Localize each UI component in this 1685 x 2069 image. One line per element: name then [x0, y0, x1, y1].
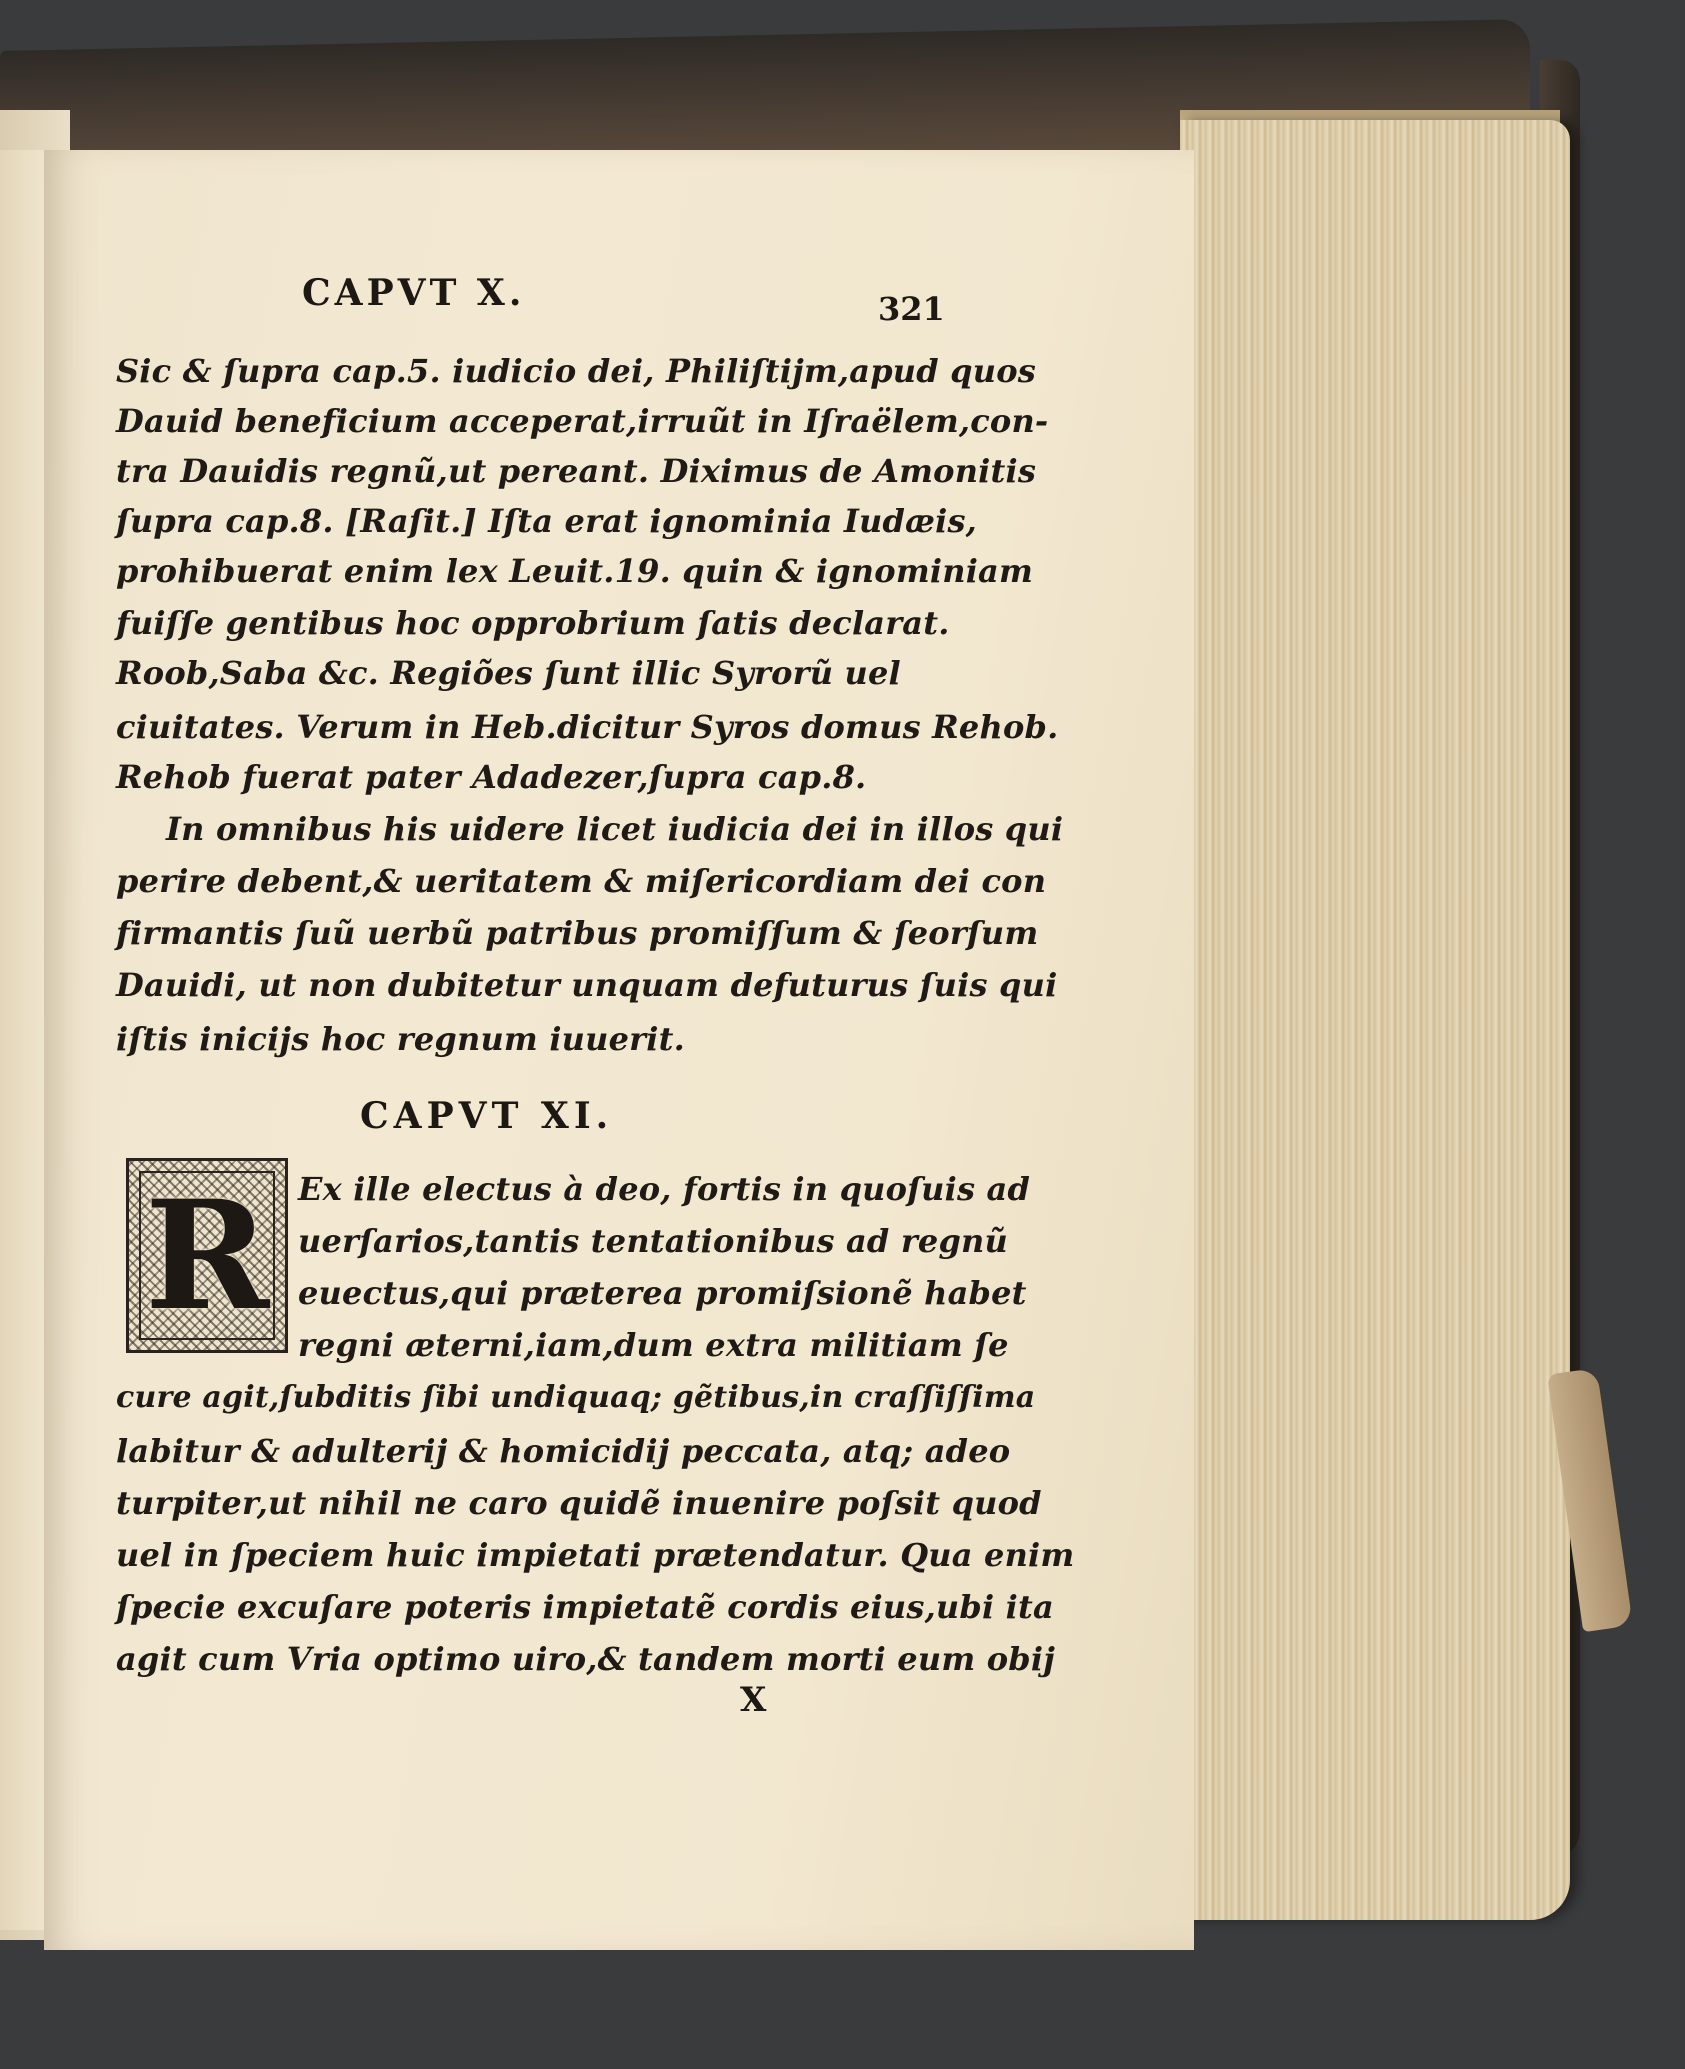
text-line: ſupra cap.8. [Raſit.] Iſta erat ignominia Iudæis, [116, 502, 978, 540]
signature-mark: X [740, 1680, 769, 1720]
text-line: euectus,qui præterea promiſsionẽ habet [298, 1274, 1027, 1312]
text-line: Sic & ſupra cap.5. iudicio dei, Philiſtijm,apud quos [116, 352, 1036, 390]
text-line: ſpecie excuſare poteris impietatẽ cordis eius,ubi ita [116, 1588, 1054, 1626]
text-line: agit cum Vria optimo uiro,& tandem morti eum obij [116, 1640, 1055, 1678]
text-line: Dauid beneficium acceperat,irruũt in Iſraëlem,con- [116, 402, 1049, 440]
initial-letter: R [144, 1167, 270, 1344]
text-line: Dauidi, ut non dubitetur unquam defuturus ſuis qui [116, 966, 1058, 1004]
text-line: Roob,Saba &c. Regiões ſunt illic Syrorũ uel [116, 654, 901, 692]
text-line: ciuitates. Verum in Heb.dicitur Syros domus Rehob. [116, 708, 1059, 746]
text-line: tra Dauidis regnũ,ut pereant. Diximus de Amonitis [116, 452, 1037, 490]
text-line: cure agit,ſubditis ſibi undiquaq; gẽtibus,in craſſiſſima [116, 1380, 1036, 1415]
decorated-initial [126, 1158, 288, 1353]
text-line: Ex ille electus à deo, fortis in quoſuis ad [298, 1170, 1031, 1208]
text-line: turpiter,ut nihil ne caro quidẽ inuenire poſsit quod [116, 1484, 1042, 1522]
text-line: perire debent,& ueritatem & miſericordiam dei con [116, 862, 1047, 900]
text-line: fuiſſe gentibus hoc opprobrium ſatis declarat. [116, 604, 950, 642]
text-line: iſtis inicijs hoc regnum iuuerit. [116, 1020, 685, 1058]
left-page-edge [0, 150, 50, 1930]
page-block-fore-edge [1180, 120, 1570, 1920]
text-line: regni æterni,iam,dum extra militiam ſe [298, 1326, 1009, 1364]
text-line: uerſarios,tantis tentationibus ad regnũ [298, 1222, 1008, 1260]
text-line: In omnibus his uidere licet iudicia dei in illos qui [166, 810, 1064, 848]
running-head: CAPVT X. [302, 272, 526, 314]
text-line: Rehob fuerat pater Adadezer,ſupra cap.8. [116, 758, 867, 796]
text-line: firmantis ſuũ uerbũ patribus promiſſum & ſeorſum [116, 914, 1039, 952]
page-number: 321 [878, 290, 945, 328]
text-line: labitur & adulterij & homicidij peccata, atq; adeo [116, 1432, 1011, 1470]
chapter-heading: CAPVT XI. [360, 1095, 614, 1137]
text-line: prohibuerat enim lex Leuit.19. quin & ignominiam [116, 552, 1034, 590]
text-line: uel in ſpeciem huic impietati prætendatur. Qua enim [116, 1536, 1075, 1574]
